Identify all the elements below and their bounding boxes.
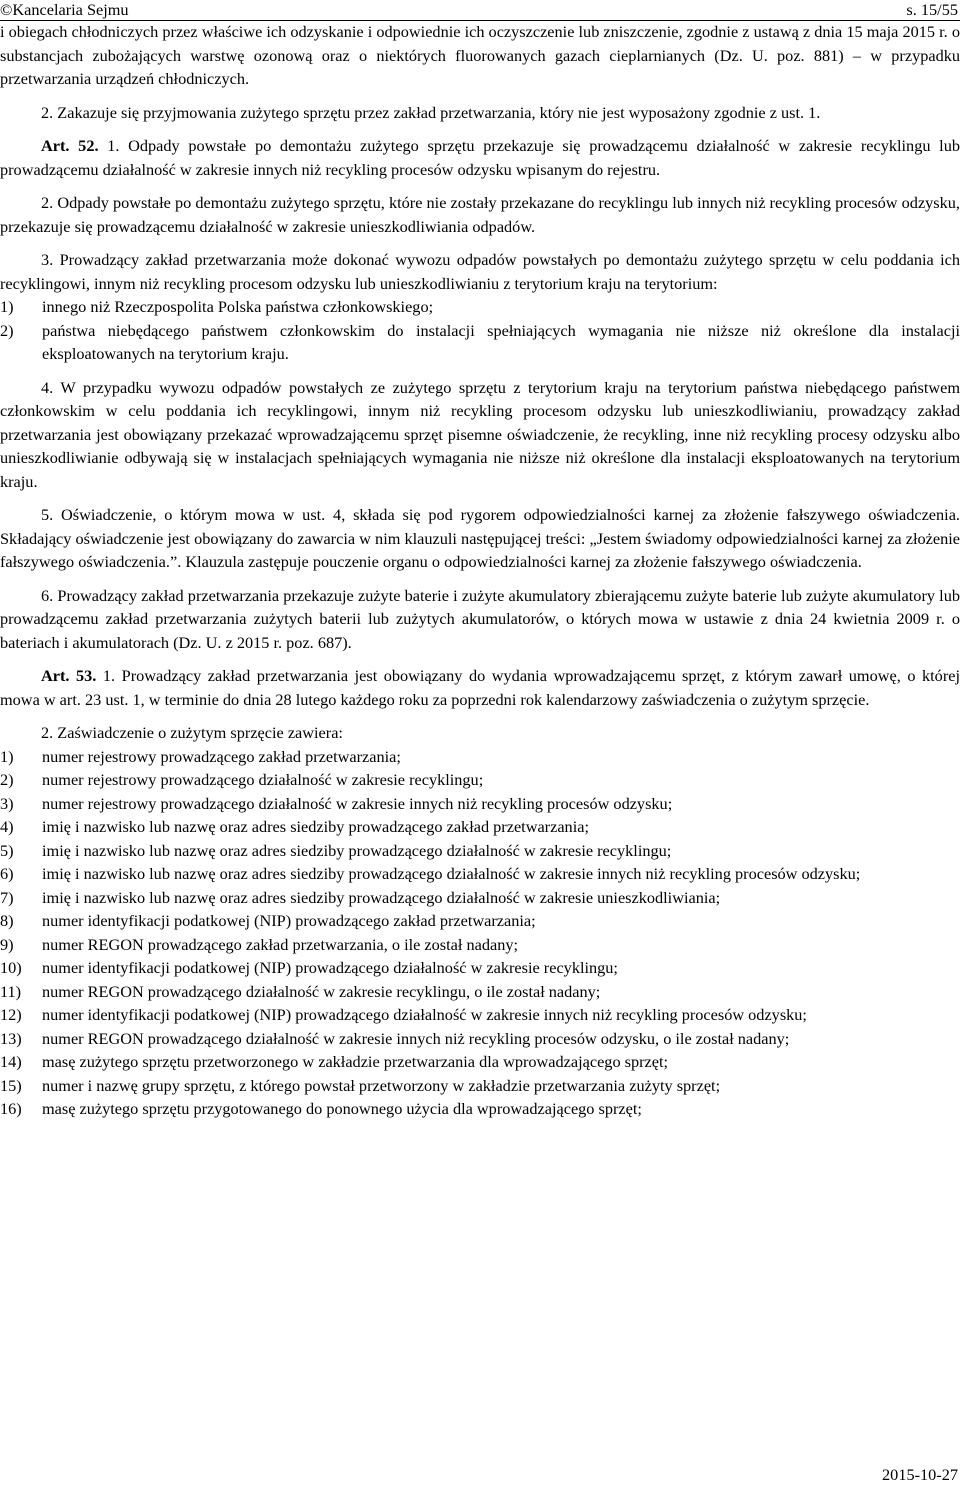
list-item-number: 14) (0, 1052, 22, 1071)
list-item-number: 4) (0, 817, 14, 836)
list-item (0, 1003, 960, 1027)
art52-ust5: 5. Oświadczenie, o którym mowa w ust. 4, składa się pod rygorem odpowiedzialności karnej za złożenie fałszywego oświadczenia. Składający oświadczenie jest obowiązany do zawarcia w nim klauzuli następującej treści: „Jestem świadomy odpowiedzialności karnej za złożenie fałszywego oświadczenia.”. Klauzula zastępuje pouczenie organu o odpowiedzialności karnej za złożenie fałszywego oświadczenia. (0, 505, 960, 571)
list-item (0, 1097, 960, 1121)
list-item-text: imię i nazwisko lub nazwę oraz adres siedziby prowadzącego zakład przetwarzania; (42, 817, 589, 836)
list-item-text: masę zużytego sprzętu przetworzonego w zakładzie przetwarzania dla wprowadzającego sprzęt; (42, 1052, 669, 1071)
list-item-text: masę zużytego sprzętu przygotowanego do ponownego użycia dla wprowadzającego sprzęt; (42, 1099, 642, 1118)
list-item-number: 12) (0, 1005, 22, 1024)
list-item (0, 1074, 960, 1098)
list-item-text: imię i nazwisko lub nazwę oraz adres siedziby prowadzącego działalność w zakresie innych niż recykling procesów odzysku; (42, 864, 861, 883)
list-item-number: 11) (0, 981, 22, 1001)
list-item-text: imię i nazwisko lub nazwę oraz adres siedziby prowadzącego działalność w zakresie unieszkodliwiania; (42, 887, 721, 907)
list-item (0, 956, 960, 980)
list-item (0, 768, 960, 792)
art53-list (0, 745, 960, 1121)
list-item-text: numer rejestrowy prowadzącego zakład przetwarzania; (42, 746, 401, 766)
art53-ust2: 2. Zaświadczenie o zużytym sprzęcie zawiera: (41, 723, 343, 742)
list-item-number: 2) (0, 320, 14, 340)
list-item (0, 792, 960, 816)
list-item-number: 6) (0, 864, 14, 883)
art52-ust2: 2. Odpady powstałe po demontażu zużytego sprzętu, które nie zostały przekazane do recyklingu lub innych niż recykling procesów odzysku, przekazuje się prowadzącemu działalność w zakresie unieszkodliwiania odpadów. (0, 193, 960, 236)
art52-ust6: 6. Prowadzący zakład przetwarzania przekazuje zużyte baterie i zużyte akumulatory zbierającemu zużyte baterie lub zużyte akumulatory lub prowadzącemu zakład przetwarzania zużytych baterii lub zużytych akumulatorów, o których mowa w ustawie z dnia 24 kwietnia 2009 r. o bateriach i akumulatorach (Dz. U. z 2015 r. poz. 687). (0, 585, 960, 652)
publisher-label: ©Kancelaria Sejmu (0, 0, 129, 19)
list-item-text: imię i nazwisko lub nazwę oraz adres siedziby prowadzącego działalność w zakresie recyklingu; (42, 840, 672, 860)
list-item (0, 295, 960, 319)
article-heading: Art. 53. (41, 666, 97, 685)
art52-ust1 (0, 134, 960, 181)
list-item-text: numer identyfikacji podatkowej (NIP) prowadzącego zakład przetwarzania; (42, 911, 536, 930)
list-item-text: numer identyfikacji podatkowej (NIP) prowadzącego działalność w zakresie innych niż recykling procesów odzysku; (42, 1005, 807, 1024)
list-item (0, 933, 960, 957)
paragraph-continuation: i obiegach chłodniczych przez właściwe ich odzyskanie i odpowiednie ich oczyszczenie lub zniszczenie, zgodnie z ustawą z dnia 15 maja 2015 r. o substancjach zubożających warstwę ozonową oraz o niektórych fluorowanych gazach cieplarnianych (Dz. U. poz. 881) – w przypadku przetwarzania urządzeń chłodniczych. (0, 22, 960, 88)
list-item-text: numer identyfikacji podatkowej (NIP) prowadzącego działalność w zakresie recyklingu; (42, 958, 618, 977)
art53-ust1 (0, 664, 960, 711)
paragraph-text: 1. Prowadzący zakład przetwarzania jest obowiązany do wydania wprowadzającemu sprzęt, z którym zawarł umowę, o której mowa w art. 23 ust. 1, w terminie do dnia 28 lutego każdego roku za poprzedni rok kalendarzowy zaświadczenia o zużytym sprzęcie. (0, 666, 960, 709)
list-item (0, 980, 960, 1004)
page-number: s. 15/55 (906, 0, 958, 19)
list-item-number: 2) (0, 770, 14, 789)
list-item (0, 839, 960, 863)
list-item-text: numer rejestrowy prowadzącego działalność w zakresie innych niż recykling procesów odzysku; (42, 793, 673, 813)
list-item-number: 15) (0, 1075, 22, 1095)
list-item-text: numer REGON prowadzącego działalność w zakresie recyklingu, o ile został nadany; (42, 981, 601, 1001)
list-item-text: państwa niebędącego państwem członkowskim do instalacji spełniających wymagania nie niższe niż określone dla instalacji eksploatowanych na terytorium kraju. (42, 320, 960, 363)
list-item (0, 745, 960, 769)
list-item-number: 9) (0, 934, 14, 954)
list-item (0, 862, 960, 886)
list-item-number: 5) (0, 840, 14, 860)
list-item-text: numer REGON prowadzącego zakład przetwarzania, o ile został nadany; (42, 934, 519, 954)
list-item-number: 13) (0, 1028, 22, 1048)
list-item-text: numer REGON prowadzącego działalność w zakresie innych niż recykling procesów odzysku, o ile został nadany; (42, 1028, 790, 1048)
list-item-number: 10) (0, 958, 22, 977)
list-item (0, 886, 960, 910)
art52-ust3: 3. Prowadzący zakład przetwarzania może dokonać wywozu odpadów powstałych po demontażu zużytego sprzętu w celu poddania ich recyklingowi, innym niż recykling procesom odzysku lub unieszkodliwianiu z terytorium kraju na terytorium: (0, 250, 960, 293)
list-item-number: 3) (0, 793, 14, 813)
list-item (0, 1050, 960, 1074)
paragraph-text: 1. Odpady powstałe po demontażu zużytego sprzętu przekazuje się prowadzącemu działalność w zakresie recyklingu lub prowadzącemu działalność w zakresie innych niż recykling procesów odzysku wpisanym do rejestru. (0, 136, 960, 179)
list-item (0, 1027, 960, 1051)
list-item (0, 815, 960, 839)
list-item (0, 909, 960, 933)
list-item-text: numer i nazwę grupy sprzętu, z którego powstał przetworzony w zakładzie przetwarzania zużyty sprzęt; (42, 1075, 721, 1095)
page-header (0, 0, 960, 21)
list-item-number: 8) (0, 911, 14, 930)
list-item-number: 1) (0, 746, 14, 766)
list-item-text: numer rejestrowy prowadzącego działalność w zakresie recyklingu; (42, 770, 484, 789)
document-body (0, 20, 960, 1121)
list-item (0, 319, 960, 366)
list-item-number: 7) (0, 887, 14, 907)
document-date: 2015-10-27 (882, 1465, 958, 1484)
list-item-number: 1) (0, 297, 14, 316)
list-item-number: 16) (0, 1099, 22, 1118)
article-heading: Art. 52. (41, 136, 99, 155)
art52-ust4: 4. W przypadku wywozu odpadów powstałych ze zużytego sprzętu z terytorium kraju na terytorium państwa niebędącego państwem członkowskim w celu poddania ich recyklingowi, innym niż recykling procesom odzysku lub unieszkodliwianiu, prowadzący zakład przetwarzania jest obowiązany przekazać wprowadzającemu sprzęt pisemne oświadczenie, że recykling, inne niż recykling procesy odzysku albo unieszkodliwianie odbywają się w instalacjach spełniających wymagania nie niższe niż określone dla instalacji eksploatowanych na terytorium kraju. (0, 377, 960, 491)
list-item-text: innego niż Rzeczpospolita Polska państwa członkowskiego; (42, 297, 434, 316)
paragraph-art51-ust2: 2. Zakazuje się przyjmowania zużytego sprzętu przez zakład przetwarzania, który nie jest wyposażony zgodnie z ust. 1. (41, 102, 821, 122)
